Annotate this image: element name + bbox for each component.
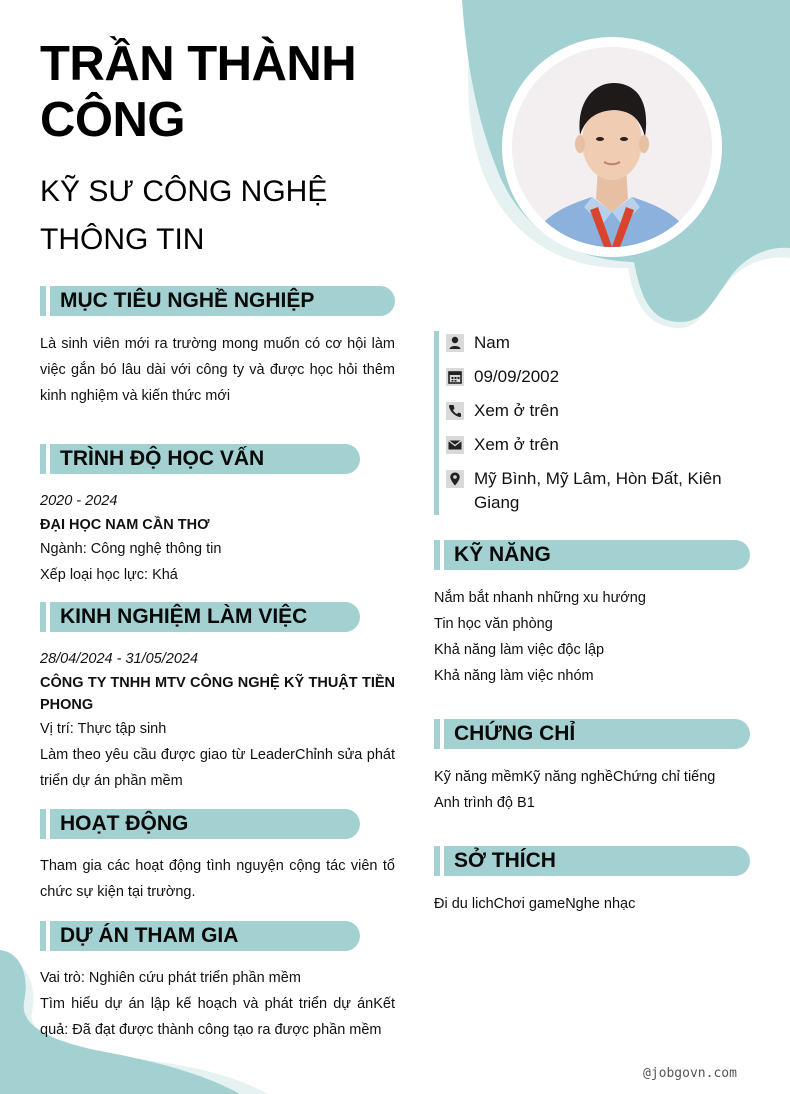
section-title-skills: KỸ NĂNG xyxy=(434,540,750,570)
list-item: Tin học văn phòng xyxy=(434,616,553,632)
projects-block xyxy=(40,965,395,1043)
education-grade: Xếp loại học lực: Khá xyxy=(40,567,178,583)
watermark-text: @jobgovn.com xyxy=(643,1066,737,1081)
contact-address: Mỹ Bình, Mỹ Lâm, Hòn Đất, Kiên Giang xyxy=(439,467,739,515)
section-title-projects: DỰ ÁN THAM GIA xyxy=(40,921,360,951)
contact-info xyxy=(434,331,739,515)
section-title-experience: KINH NGHIỆM LÀM VIỆC xyxy=(40,602,360,632)
certificates-text: Kỹ năng mềmKỹ năng nghềChứng chỉ tiếng Anh trình độ B1 xyxy=(434,769,716,811)
section-title-certificates: CHỨNG CHỈ xyxy=(434,719,750,749)
education-block xyxy=(40,488,395,588)
job-title: KỸ SƯ CÔNG NGHỆ THÔNG TIN xyxy=(40,175,328,256)
person-icon xyxy=(446,334,464,352)
contact-phone: Xem ở trên xyxy=(439,399,739,423)
experience-period: 28/04/2024 - 31/05/2024 xyxy=(40,651,199,667)
education-period: 2020 - 2024 xyxy=(40,493,118,509)
portrait-photo xyxy=(512,47,712,247)
experience-block xyxy=(40,646,395,794)
calendar-icon xyxy=(446,368,464,386)
list-item: Nắm bắt nhanh những xu hướng xyxy=(434,590,646,606)
project-role: Vai trò: Nghiên cứu phát triển phần mềm xyxy=(40,970,301,986)
section-title-objective: MỤC TIÊU NGHỀ NGHIỆP xyxy=(40,286,395,316)
experience-description: Làm theo yêu cầu được giao từ LeaderChỉnh sửa phát triển dự án phần mềm xyxy=(40,747,395,789)
contact-email: Xem ở trên xyxy=(439,433,739,457)
experience-position: Vị trí: Thực tập sinh xyxy=(40,721,167,737)
contact-gender: Nam xyxy=(439,331,739,355)
location-pin-icon xyxy=(446,470,464,488)
hobbies-text: Đi du lichChơi gameNghe nhạc xyxy=(434,896,636,912)
section-title-activities: HOẠT ĐỘNG xyxy=(40,809,360,839)
skills-list xyxy=(434,585,750,689)
project-description: Tìm hiểu dự án lập kế hoạch và phát triển dự ánKết quả: Đã đạt được thành công tạo ra được phần mềm xyxy=(40,996,395,1038)
objective-text: Là sinh viên mới ra trường mong muốn có cơ hội làm việc gắn bó lâu dài với công ty và được học hỏi thêm kinh nghiệm và kiến thức mới xyxy=(40,336,395,404)
mail-icon xyxy=(446,436,464,454)
education-school: ĐẠI HỌC NAM CẦN THƠ xyxy=(40,517,210,533)
section-title-hobbies: SỞ THÍCH xyxy=(434,846,750,876)
candidate-name: TRẦN THÀNH CÔNG xyxy=(40,37,357,147)
activities-text: Tham gia các hoạt động tình nguyện cộng tác viên tổ chức sự kiện tại trường. xyxy=(40,858,395,900)
section-title-education: TRÌNH ĐỘ HỌC VẤN xyxy=(40,444,360,474)
contact-birthday: 09/09/2002 xyxy=(439,365,739,389)
phone-icon xyxy=(446,402,464,420)
list-item: Khả năng làm việc nhóm xyxy=(434,668,594,684)
education-major: Ngành: Công nghệ thông tin xyxy=(40,541,222,557)
list-item: Khả năng làm việc độc lập xyxy=(434,642,605,658)
avatar xyxy=(512,47,712,247)
experience-company: CÔNG TY TNHH MTV CÔNG NGHỆ KỸ THUẬT TIỀN PHONG xyxy=(40,675,395,713)
